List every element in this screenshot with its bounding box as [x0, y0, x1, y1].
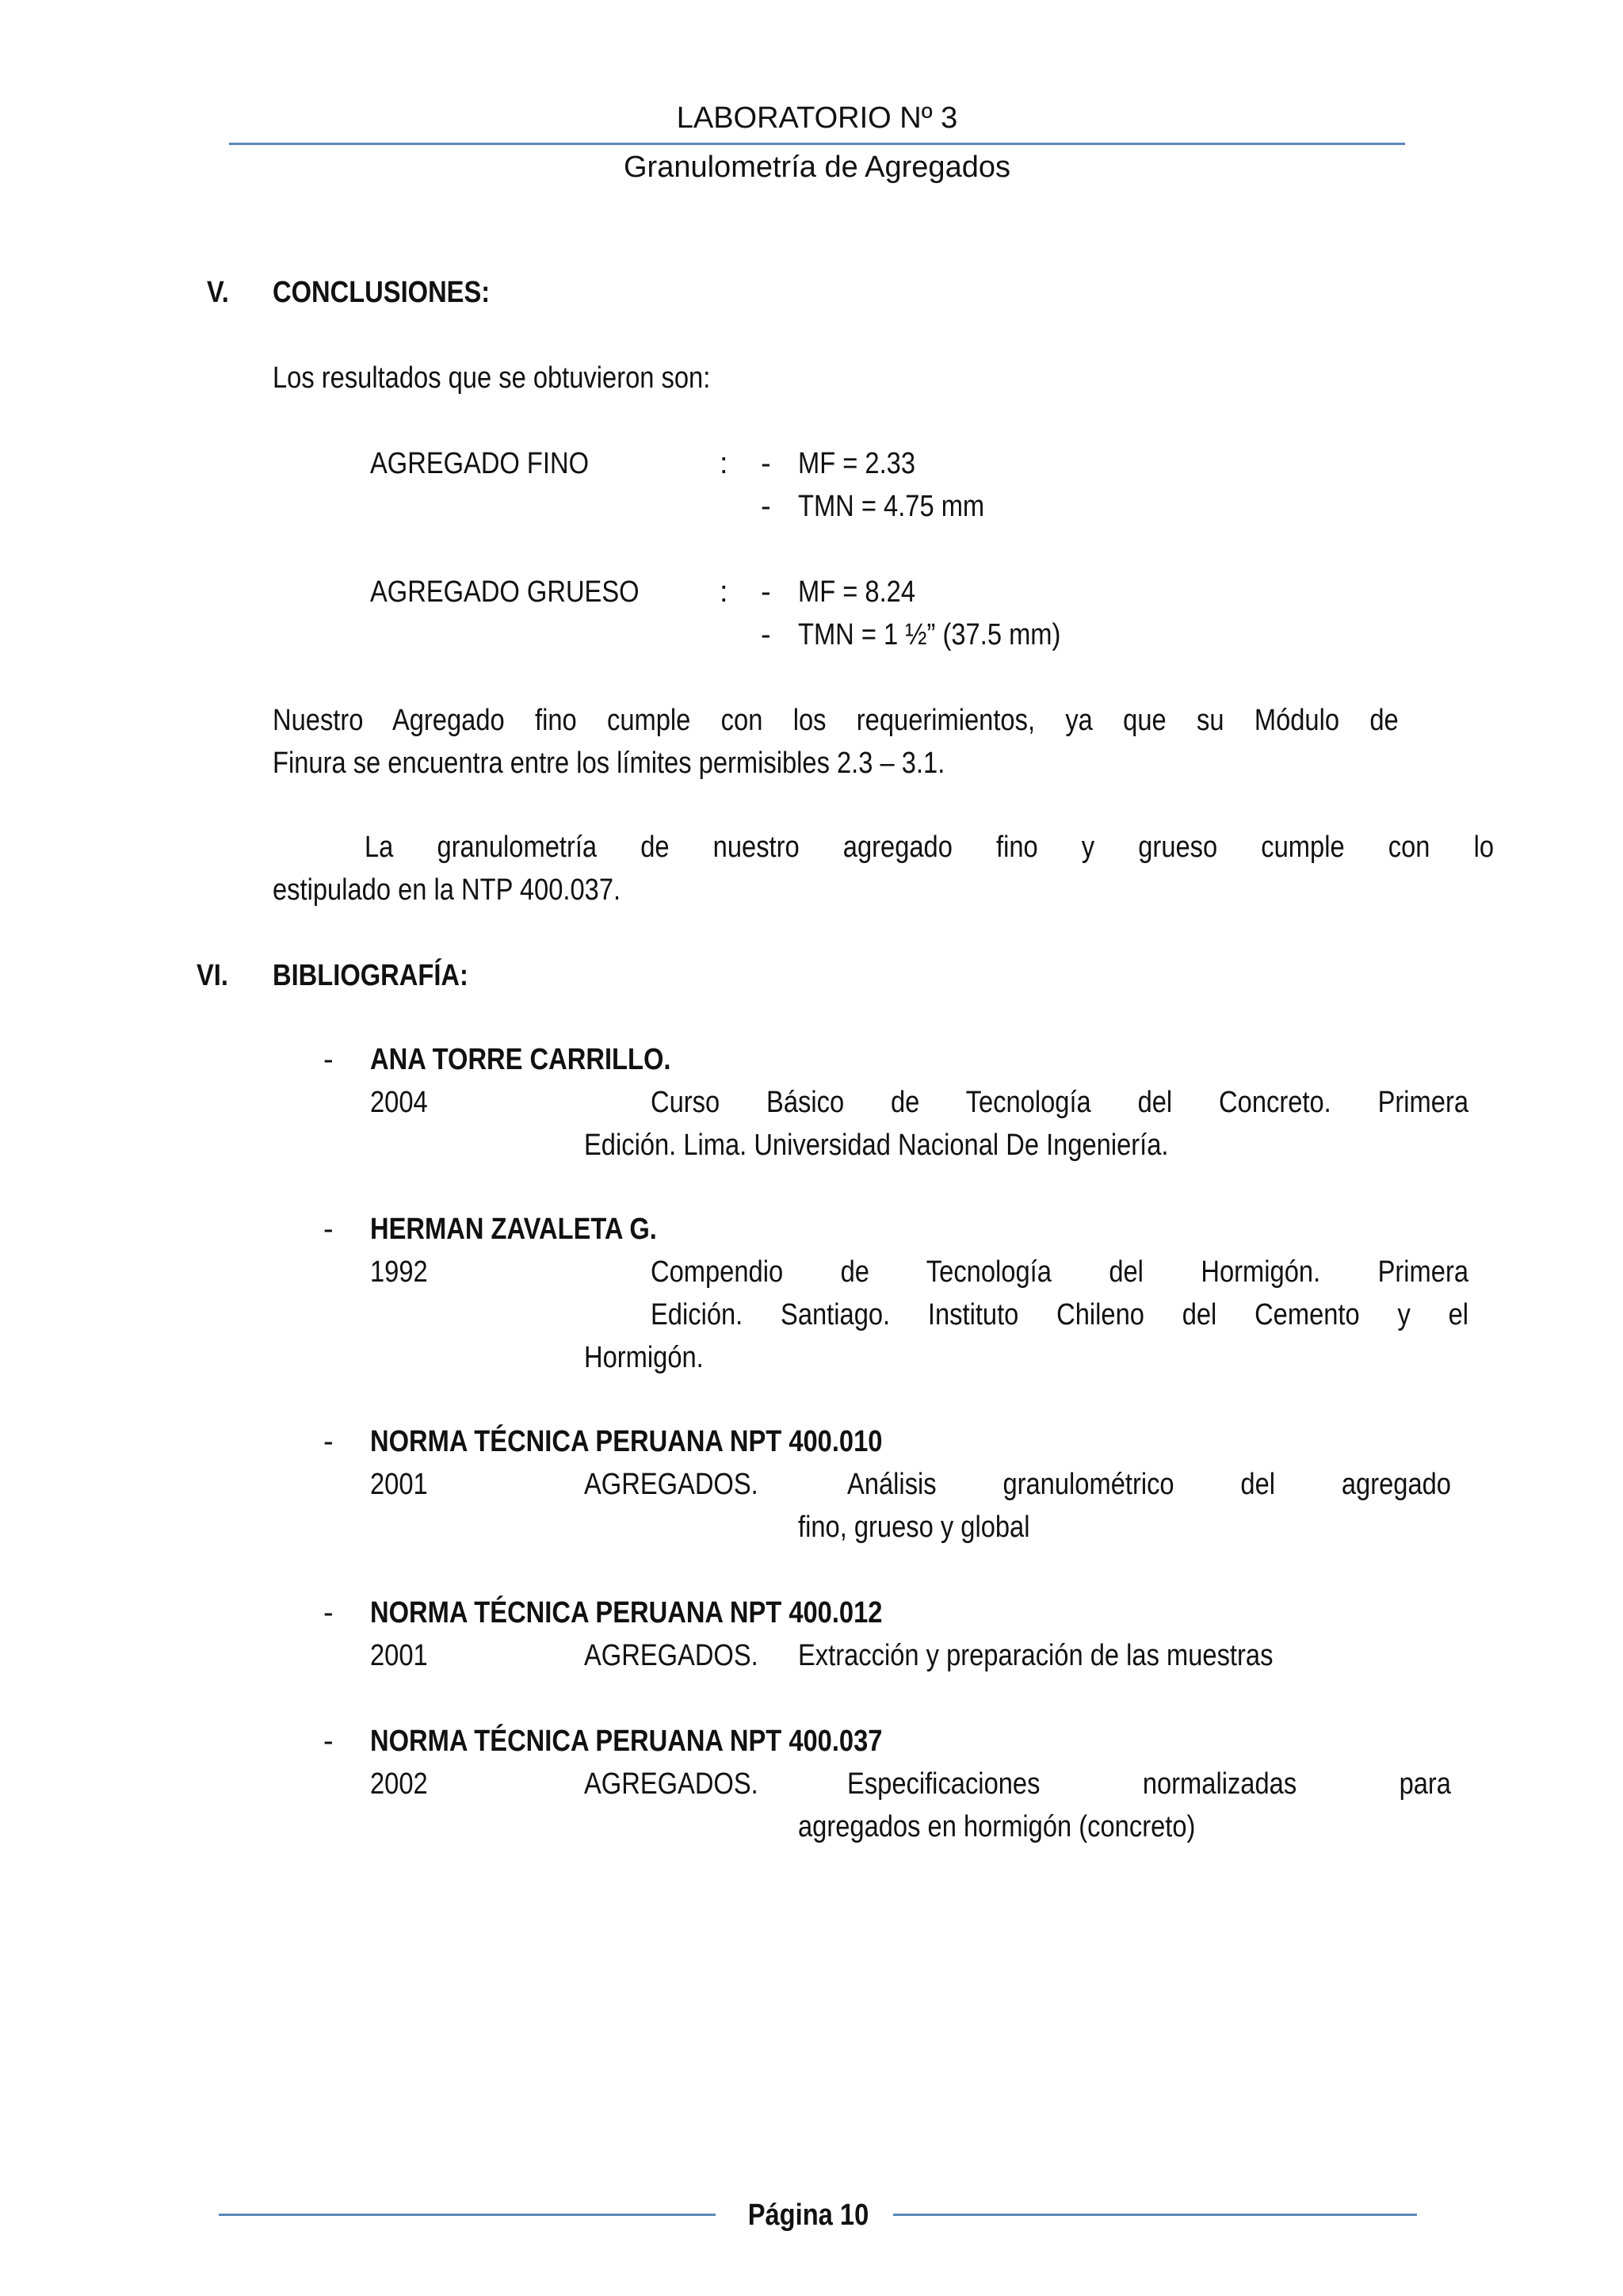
- footer-rule-left: [219, 2214, 716, 2216]
- entry-year: 1992: [370, 1255, 428, 1289]
- paragraph-line: Nuestro Agregado fino cumple con los requerimientos, ya que su Módulo de: [273, 704, 1399, 737]
- entry-author: NORMA TÉCNICA PERUANA NPT 400.012: [370, 1596, 883, 1629]
- result-colon: :: [720, 447, 728, 480]
- entry-line: [584, 1081, 1468, 1124]
- entry-dash: -: [323, 1596, 334, 1629]
- result-dash: -: [761, 447, 771, 480]
- entry-dash: -: [323, 1043, 334, 1076]
- result-dash: -: [761, 618, 771, 651]
- paragraph-line: Finura se encuentra entre los límites permisibles 2.3 – 3.1.: [273, 747, 945, 780]
- entry-author: HERMAN ZAVALETA G.: [370, 1213, 657, 1246]
- section-heading: BIBLIOGRAFÍA:: [273, 959, 468, 992]
- paragraph-line: [273, 826, 1495, 869]
- entry-prefix: AGREGADOS.: [584, 1767, 758, 1801]
- header-subtitle: Granulometría de Agregados: [624, 151, 1010, 184]
- page-number: Página 10: [747, 2199, 869, 2232]
- entry-line: [584, 1251, 1468, 1293]
- entry-line: [798, 1763, 1451, 1805]
- header-title: LABORATORIO Nº 3: [676, 101, 958, 135]
- entry-line-text: Compendio de Tecnología del Hormigón. Primera: [651, 1255, 1468, 1289]
- entry-dash: -: [323, 1725, 334, 1758]
- entry-line-text: Edición. Santiago. Instituto Chileno del Cemento y el: [651, 1298, 1468, 1331]
- entry-line: Hormigón.: [584, 1341, 704, 1374]
- entry-year: 2001: [370, 1468, 428, 1501]
- result-colon: :: [720, 575, 728, 609]
- paragraph-line: estipulado en la NTP 400.037.: [273, 873, 621, 907]
- header-rule: [229, 143, 1405, 145]
- intro-text: Los resultados que se obtuvieron son:: [273, 361, 711, 395]
- result-label: AGREGADO GRUESO: [370, 575, 640, 609]
- entry-year: 2002: [370, 1767, 428, 1801]
- entry-line: [798, 1463, 1451, 1506]
- result-value-tmn: TMN = 4.75 mm: [798, 490, 985, 523]
- entry-line: Edición. Lima. Universidad Nacional De Ingeniería.: [584, 1129, 1169, 1162]
- result-label: AGREGADO FINO: [370, 447, 589, 480]
- result-value-mf: MF = 2.33: [798, 447, 916, 480]
- entry-line-text: Curso Básico de Tecnología del Concreto. Primera: [651, 1086, 1468, 1119]
- section-heading: CONCLUSIONES:: [273, 276, 491, 309]
- entry-author: ANA TORRE CARRILLO.: [370, 1043, 671, 1076]
- paragraph-line-text: La granulometría de nuestro agregado fino y grueso cumple con lo: [364, 831, 1495, 864]
- entry-year: 2001: [370, 1639, 428, 1672]
- result-dash: -: [761, 575, 771, 609]
- result-dash: -: [761, 490, 771, 523]
- entry-line: fino, grueso y global: [798, 1511, 1030, 1544]
- entry-line: agregados en hormigón (concreto): [798, 1810, 1196, 1843]
- entry-dash: -: [323, 1213, 334, 1246]
- entry-prefix: AGREGADOS.: [584, 1468, 758, 1501]
- entry-line: Extracción y preparación de las muestras: [798, 1639, 1274, 1672]
- result-value-tmn: TMN = 1 ½” (37.5 mm): [798, 618, 1061, 651]
- entry-author: NORMA TÉCNICA PERUANA NPT 400.037: [370, 1725, 883, 1758]
- entry-line: [584, 1293, 1468, 1336]
- footer-rule-right: [893, 2214, 1417, 2216]
- section-number: VI.: [197, 959, 228, 992]
- result-value-mf: MF = 8.24: [798, 575, 916, 609]
- entry-line-text: Análisis granulométrico del agregado: [847, 1468, 1451, 1501]
- entry-author: NORMA TÉCNICA PERUANA NPT 400.010: [370, 1425, 883, 1458]
- entry-dash: -: [323, 1425, 334, 1458]
- section-number: V.: [207, 276, 229, 309]
- entry-line-text: Especificaciones normalizadas para: [847, 1767, 1451, 1801]
- entry-prefix: AGREGADOS.: [584, 1639, 758, 1672]
- entry-year: 2004: [370, 1086, 428, 1119]
